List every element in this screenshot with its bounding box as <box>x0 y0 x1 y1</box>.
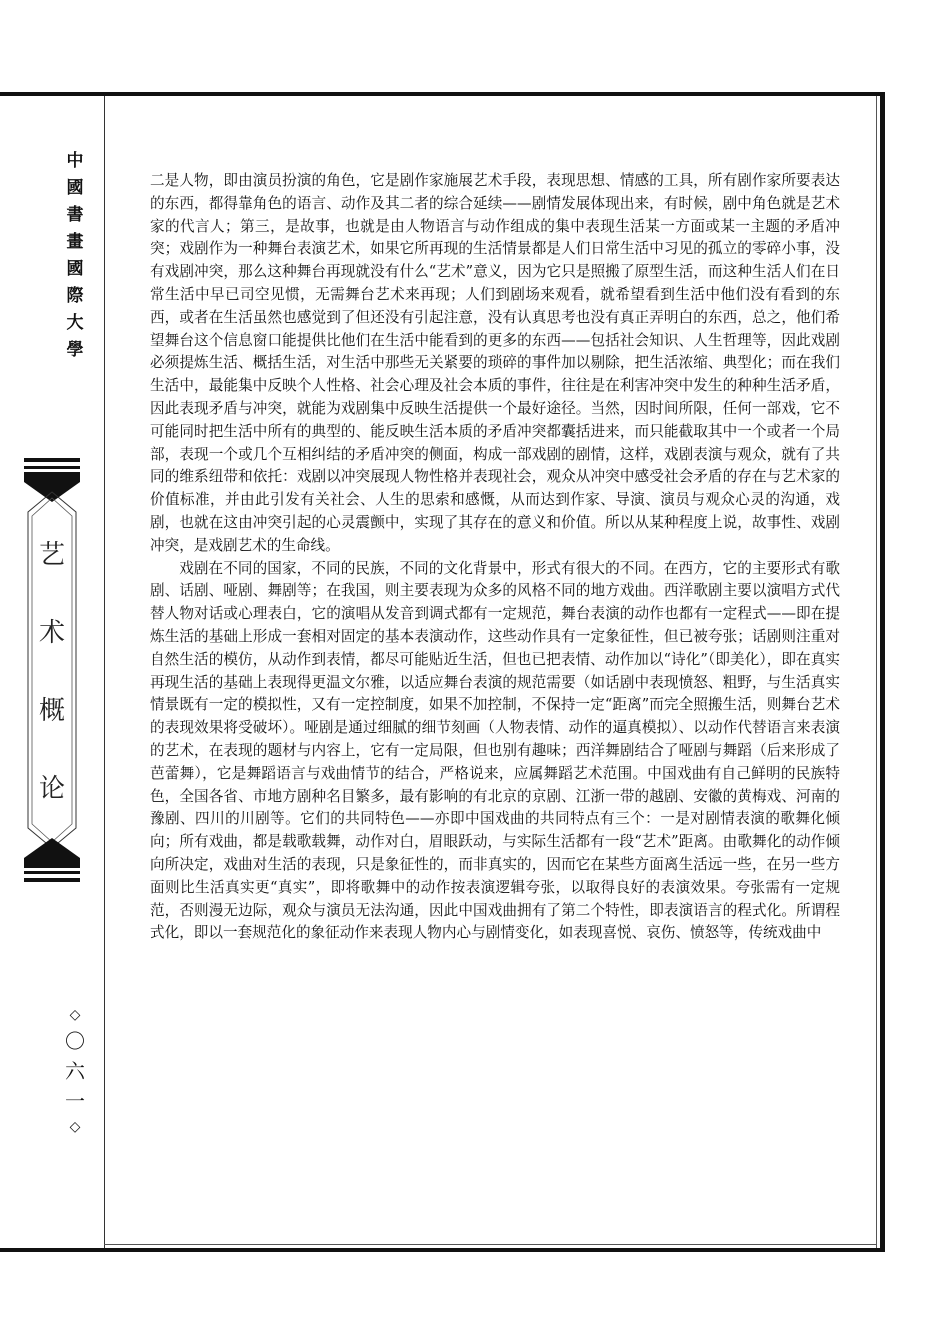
book-title-char: 概 <box>38 696 65 726</box>
frame-inner-bottom-line <box>104 1244 876 1245</box>
book-title-char: 艺 <box>38 540 65 570</box>
page-number <box>60 1004 90 1138</box>
institution-char: 畫 <box>66 232 84 252</box>
paragraph: 戏剧在不同的国家，不同的民族，不同的文化背景中，形式有很大的不同。在西方，它的主要形式有歌剧、话剧、哑剧、舞剧等；在我国，则主要表现为众多的风格不同的地方戏曲。西洋歌剧主要以演唱方式代替人物对话或心理表白，它的演唱从发音到调式都有一定规范，舞台表演的动作也都有一定程式——即在提炼生活的基础上形成一套相对固定的基本表演动作，这些动作具有一定象征性，但已被夸张；话剧则注重对自然生活的模仿，从动作到表情，都尽可能贴近生活，但也已把表情、动作加以“诗化”（即美化），即在真实再现生活的基础上表现得更温文尔雅，以适应舞台表演的规范需要（如话剧中表现愤怒、粗野，与生活真实情景既有一定的模拟性，又有一定控制度，如果不加控制，不保持一定“距离”而完全照搬生活，则舞台艺术的表现效果将受破坏）。哑剧是通过细腻的细节刻画（人物表情、动作的逼真模拟）、以动作代替语言来表演的艺术，在表现的题材与内容上，它有一定局限，但也别有趣味；西洋舞剧结合了哑剧与舞蹈（后来形成了芭蕾舞），它是舞蹈语言与戏曲情节的结合，严格说来，应属舞蹈艺术范围。中国戏曲有自己鲜明的民族特色，全国各省、市地方剧种名目繁多，最有影响的有北京的京剧、江浙一带的越剧、安徽的黄梅戏、河南的豫剧、四川的川剧等。它们的共同特色——亦即中国戏曲的共同特点有三个：一是对剧情表演的歌舞化倾向；所有戏曲，都是载歌载舞，动作对白，眉眼跃动，与实际生活都有一段“艺术”距离。由歌舞化的动作倾向所决定，戏曲对生活的表现，只是象征性的，而非真实的，因而它在某些方面离生活远一些，在另一些方面则比生活真实更“真实”，即将歌舞中的动作按表演逻辑夸张，以取得良好的表演效果。夸张需有一定规范，否则漫无边际，观众与演员无法沟通，因此中国戏曲拥有了第二个特性，即表演语言的程式化。所谓程式化，即以一套规范化的象征动作来表现人物内心与剧情变化，如表现喜悦、哀伤、愤怒等，传统戏曲中 <box>150 559 840 942</box>
institution-char: 書 <box>66 205 84 225</box>
book-title-char: 术 <box>38 618 65 648</box>
diamond-ornament-icon: ◇ <box>69 1119 81 1135</box>
frame-left-border <box>104 96 105 1248</box>
institution-name <box>60 148 90 364</box>
institution-char: 中 <box>66 151 84 171</box>
book-title-char: 论 <box>38 774 65 804</box>
institution-char: 大 <box>66 313 84 333</box>
paragraph: 二是人物，即由演员扮演的角色，它是剧作家施展艺术手段，表现思想、情感的工具，所有剧作家所要表达的东西，都得靠角色的语言、动作及其二者的综合延续——剧情发展体现出来，有时候，剧中角色就是艺术家的代言人；第三，是故事，也就是由人物语言与动作组成的集中表现生活某一方面或某一主题的矛盾冲突；戏剧作为一种舞台表演艺术，如果它所再现的生活情景都是人们日常生活中习见的孤立的零碎小事，没有戏剧冲突，那么这种舞台再现就没有什么“艺术”意义，因为它只是照搬了原型生活，而这种生活人们在日常生活中早已司空见惯，无需舞台艺术来再现；人们到剧场来观看，就希望看到生活中他们没有看到的东西，或者在生活虽然也感觉到了但还没有引起注意，没有认真思考也没有真正弄明白的东西，总之，他们希望舞台这个信息窗口能提供比他们在生活中能看到的更多的东西——包括社会知识、人生哲理等，因此戏剧必须提炼生活、概括生活，对生活中那些无关紧要的琐碎的事件加以剔除，把生活浓缩、典型化；而在我们生活中，最能集中反映个人性格、社会心理及社会本质的事件，往往是在利害冲突中发生的种种生活矛盾，因此表现矛盾与冲突，就能为戏剧集中反映生活提供一个最好途径。当然，因时间所限，任何一部戏，它不可能同时把生活中所有的典型的、能反映生活本质的矛盾冲突都囊括进来，而只能截取其中一个或者一个局部，表现一个或几个互相纠结的矛盾冲突的侧面，构成一部戏剧的剧情，这样，戏剧表演与观众，就有了共同的维系纽带和依托：戏剧以冲突展现人物性格并表现社会，观众从冲突中感受社会矛盾的存在与艺术家的价值标准，并由此引发有关社会、人生的思索和感慨，从而达到作家、导演、演员与观众心灵的沟通，戏剧，也就在这由冲突引起的心灵震颤中，实现了其存在的意义和价值。所以从某种程度上说，故事性、戏剧冲突，是戏剧艺术的生命线。 <box>150 172 840 554</box>
page-number-char: 六 <box>65 1059 85 1083</box>
frame-inner-right-line <box>876 96 877 1248</box>
institution-char: 國 <box>66 259 84 279</box>
institution-char: 學 <box>66 340 84 360</box>
institution-char: 際 <box>66 286 84 306</box>
frame-bottom-border <box>0 1248 885 1252</box>
frame-top-border <box>0 92 884 96</box>
diamond-ornament-icon: ◇ <box>69 1007 81 1023</box>
body-text <box>150 170 840 945</box>
frame-right-border <box>880 92 885 1252</box>
institution-char: 國 <box>66 178 84 198</box>
page-number-char: 〇 <box>65 1029 85 1053</box>
book-title <box>24 535 80 847</box>
page-number-char: 一 <box>65 1089 85 1113</box>
